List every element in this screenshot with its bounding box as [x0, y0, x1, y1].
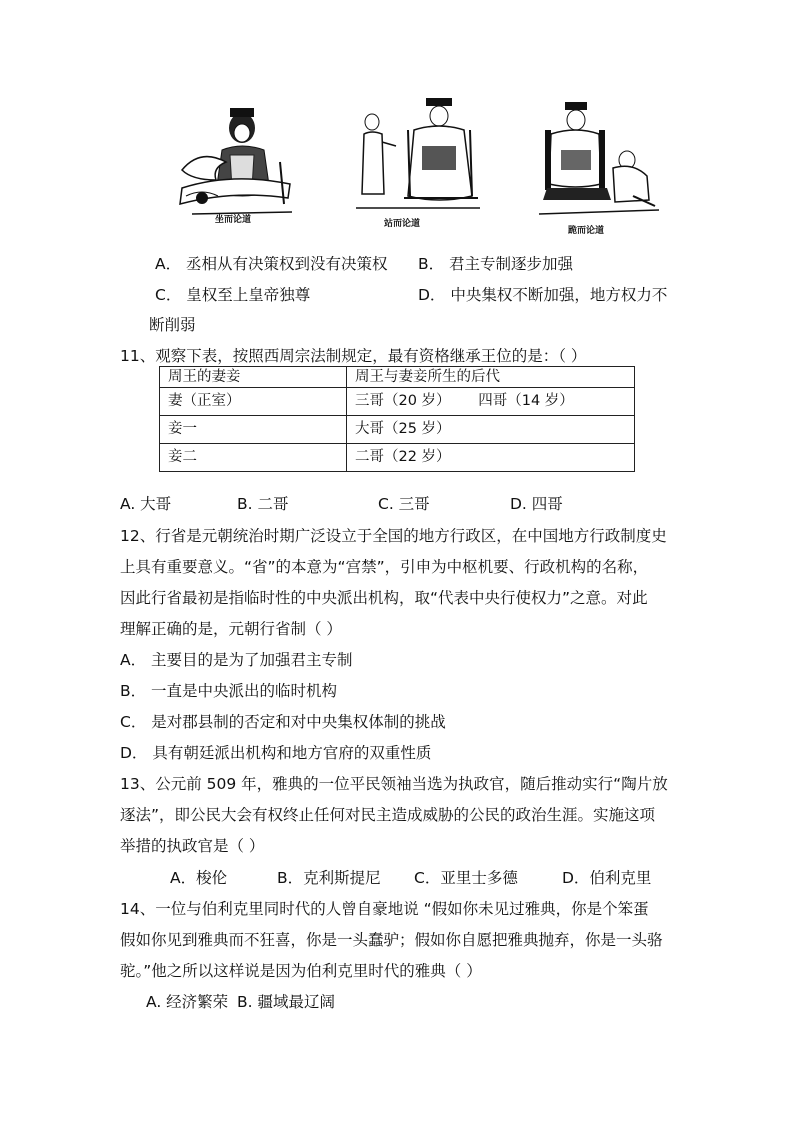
q12-option-d[interactable]: D． 具有朝廷派出机构和地方官府的双重性质: [120, 744, 432, 762]
q10-option-d-continued: 断削弱: [149, 316, 196, 334]
q13-option-b[interactable]: B．克利斯提尼: [277, 869, 381, 887]
table-row: [160, 388, 635, 416]
illustration-caption-kneeling: 跪而论道: [568, 226, 605, 236]
q13-stem-line: 举措的执政官是（ ）: [120, 837, 265, 855]
table-row: [160, 416, 635, 444]
q12-option-a[interactable]: A． 主要目的是为了加强君主专制: [120, 651, 353, 669]
q11-stem: 11、观察下表，按照西周宗法制规定，最有资格继承王位的是：（ ）: [120, 347, 587, 365]
q12-stem-line: 理解正确的是，元朝行省制（ ）: [120, 620, 342, 638]
q13-stem-line: 逐法”，即公民大会有权终止任何对民主造成威胁的公民的政治生涯。实施这项: [120, 806, 656, 824]
q11-option-b[interactable]: B. 二哥: [237, 495, 289, 513]
seated-discussion-illustration: [172, 100, 297, 222]
table-cell: 妾二: [160, 444, 347, 472]
q14-option-b[interactable]: B. 疆域最辽阔: [237, 993, 335, 1011]
table-cell: 二哥（22 岁）: [347, 444, 635, 472]
q12-option-c[interactable]: C． 是对郡县制的否定和对中央集权体制的挑战: [120, 713, 446, 731]
q14-stem-line: 14、一位与伯利克里同时代的人曾自豪地说 “假如你未见过雅典，你是个笨蛋: [120, 900, 649, 918]
table-cell: 妻（正室）: [160, 388, 347, 416]
q11-table: [159, 366, 635, 472]
table-cell: 妾一: [160, 416, 347, 444]
illustration-caption-standing: 站而论道: [384, 219, 421, 229]
q13-option-c[interactable]: C．亚里士多德: [414, 869, 518, 887]
q10-option-d[interactable]: D． 中央集权不断加强，地方权力不: [418, 286, 668, 304]
table-cell: 三哥（20 岁） 四哥（14 岁）: [347, 388, 635, 416]
q10-option-a[interactable]: A． 丞相从有决策权到没有决策权: [155, 255, 388, 273]
table-header-cell: 周王与妻妾所生的后代: [347, 367, 635, 388]
q11-option-c[interactable]: C. 三哥: [378, 495, 430, 513]
table-header-cell: 周王的妻妾: [160, 367, 347, 388]
q12-stem-line: 因此行省最初是指临时性的中央派出机构，取“代表中央行使权力”之意。对此: [120, 589, 648, 607]
table-row: [160, 444, 635, 472]
q12-stem-line: 上具有重要意义。“省”的本意为“宫禁”，引申为中枢机要、行政机构的名称，: [120, 558, 649, 576]
q13-option-d[interactable]: D．伯利克里: [562, 869, 652, 887]
q11-option-d[interactable]: D. 四哥: [510, 495, 563, 513]
q10-option-c[interactable]: C． 皇权至上皇帝独尊: [155, 286, 311, 304]
table-header-row: [160, 367, 635, 388]
standing-discussion-illustration: [352, 96, 485, 222]
q12-stem-line: 12、行省是元朝统治时期广泛设立于全国的地方行政区，在中国地方行政制度史: [120, 527, 667, 545]
q14-stem-line: 假如你见到雅典而不狂喜，你是一头蠢驴；假如你自愿把雅典抛弃，你是一头骆: [120, 931, 663, 949]
q11-option-a[interactable]: A. 大哥: [120, 495, 172, 513]
q13-option-a[interactable]: A．梭伦: [170, 869, 228, 887]
q14-option-a[interactable]: A. 经济繁荣: [146, 993, 229, 1011]
q10-option-b[interactable]: B． 君主专制逐步加强: [418, 255, 574, 273]
kneeling-discussion-illustration: [537, 100, 662, 224]
q14-stem-line: 驼。”他之所以这样说是因为伯利克里时代的雅典（ ）: [120, 962, 482, 980]
q12-option-b[interactable]: B． 一直是中央派出的临时机构: [120, 682, 338, 700]
table-cell: 大哥（25 岁）: [347, 416, 635, 444]
q13-stem-line: 13、公元前 509 年，雅典的一位平民领袖当选为执政官，随后推动实行“陶片放: [120, 775, 668, 793]
illustration-caption-seated: 坐而论道: [215, 215, 252, 225]
